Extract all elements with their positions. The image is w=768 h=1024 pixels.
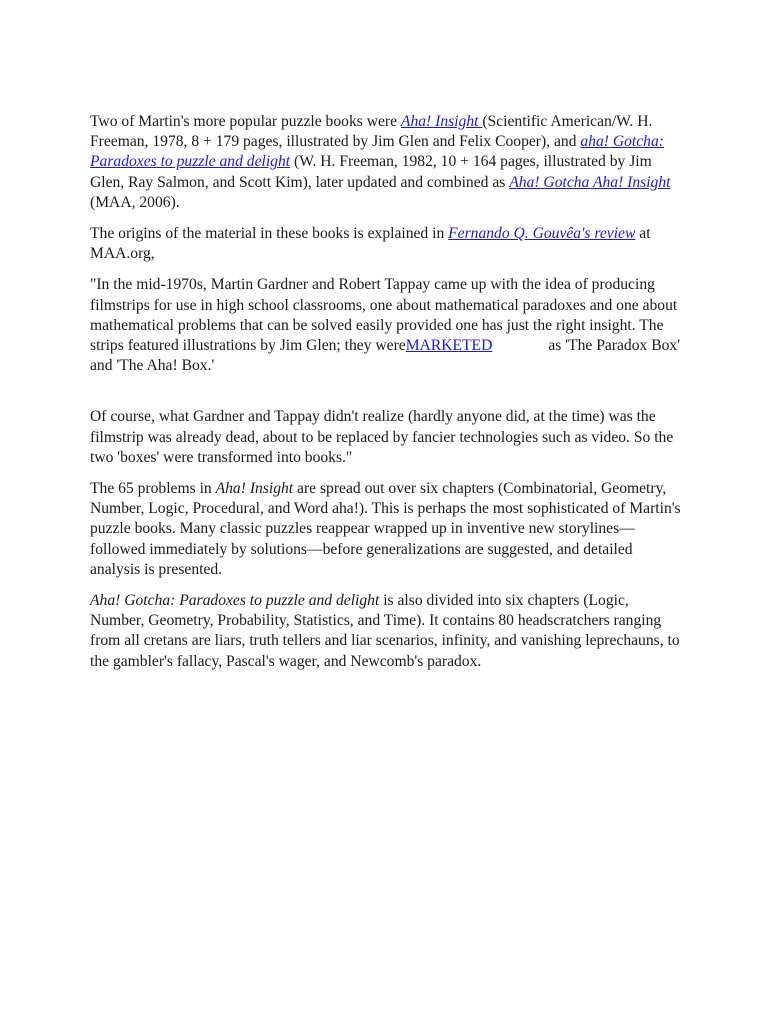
paragraph-text: at MAA.org,	[90, 225, 651, 263]
paragraph-quote-video	[90, 407, 682, 468]
paragraph-text: (W. H. Freeman, 1982, 10 + 164 pages, illustrated by Jim Glen, Ray Salmon, and Scott Kim), later updated and combined as	[90, 153, 652, 191]
paragraph-aha-gotcha	[90, 591, 682, 672]
paragraph-puzzle-books	[90, 112, 682, 213]
paragraph-text: (Scientific American/W. H. Freeman, 1978, 8 + 179 pages, illustrated by Jim Glen and Felix Cooper), and	[90, 113, 653, 151]
book-title-aha-insight: Aha! Insight	[215, 480, 294, 498]
paragraph-text: The origins of the material in these books is explained in	[90, 225, 449, 243]
link-aha-insight[interactable]: Aha! Insight	[400, 113, 483, 130]
link-marketed[interactable]: MARKETED	[405, 337, 493, 355]
link-gouvea-review[interactable]: Fernando Q. Gouvêa's review	[448, 225, 636, 243]
paragraph-text: The 65 problems in	[90, 480, 216, 498]
link-aha-gotcha-aha-insight[interactable]: Aha! Gotcha Aha! Insight	[509, 173, 671, 191]
link-aha-gotcha[interactable]: aha! Gotcha: Paradoxes to puzzle and delight	[90, 133, 664, 171]
paragraph-text: "In the mid-1970s, Martin Gardner and Robert Tappay came up with the idea of producing filmstrips for use in high school classrooms, one about mathematical paradoxes and one about mathematical problems that can be solved easily provided one has just the right insight. The strips featured illustrations by Jim Glen; they were	[90, 276, 678, 355]
paragraph-text: are spread out over six chapters (Combinatorial, Geometry, Number, Logic, Procedural, and Word aha!). This is perhaps the most sophisticated of Martin's puzzle books. Many classic puzzles reappear wrapped up in inventive new storylines—followed immediately by solutions—before generalizations are suggested, and detailed analysis is presented.	[90, 480, 681, 578]
paragraph-quote-filmstrips	[90, 275, 682, 376]
paragraph-aha-insight	[90, 479, 682, 580]
paragraph-text: as 'The Paradox Box' and 'The Aha! Box.'	[90, 337, 681, 375]
paragraph-text: is also divided into six chapters (Logic, Number, Geometry, Probability, Statistics, and Time). It contains 80 headscratchers ranging from all cretans are liars, truth tellers and liar scenarios, infinity, and vanishing leprechauns, to the gambler's fallacy, Pascal's wager, and Newcomb's paradox.	[90, 592, 680, 670]
paragraph-origins	[90, 224, 682, 264]
paragraph-text: Of course, what Gardner and Tappay didn't realize (hardly anyone did, at the time) was the filmstrip was already dead, about to be replaced by fancier technologies such as video. So the two 'boxes' were transformed into books."	[90, 408, 674, 466]
paragraph-text: (MAA, 2006).	[90, 193, 180, 211]
book-title-aha-gotcha: Aha! Gotcha: Paradoxes to puzzle and delight	[90, 592, 380, 610]
document-body	[90, 112, 682, 683]
paragraph-text: Two of Martin's more popular puzzle books were	[90, 113, 401, 130]
